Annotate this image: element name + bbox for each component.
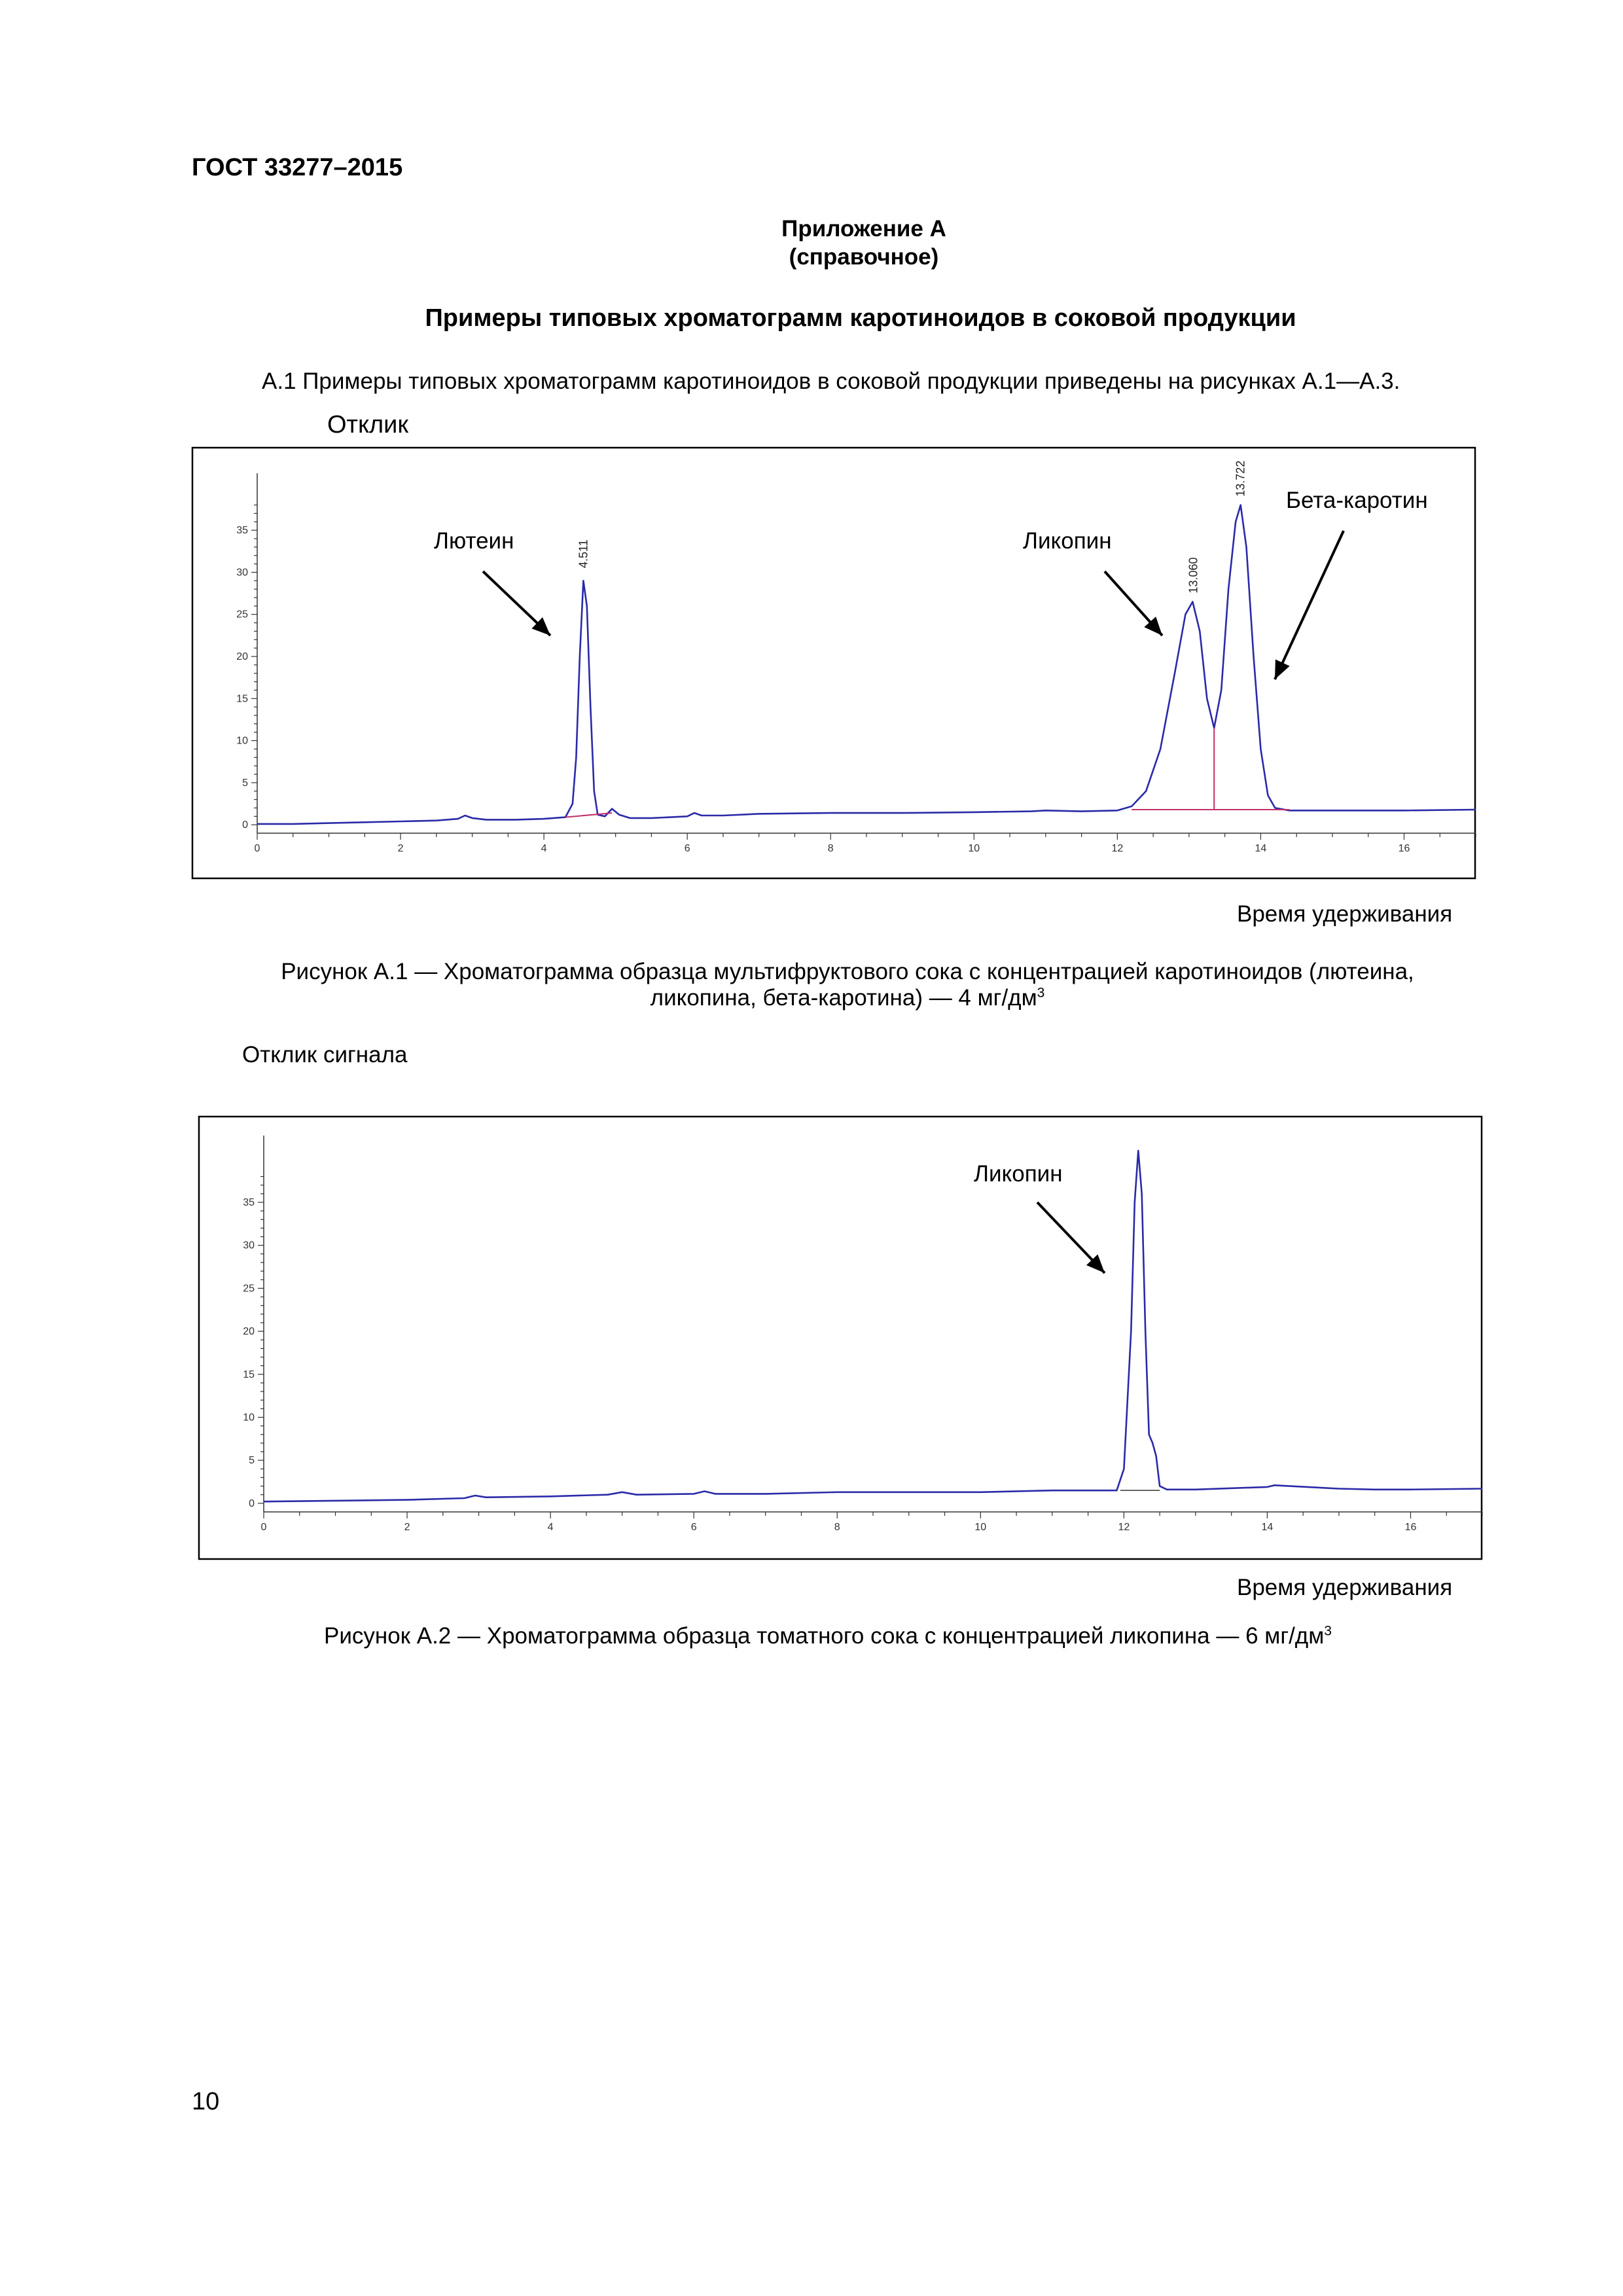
figure2-annotation-lycopene: Ликопин: [974, 1161, 1063, 1187]
figure1-y-tick-label: 30: [236, 567, 248, 579]
figure2-x-tick-label: 2: [404, 1522, 410, 1533]
figure2-series-line: [264, 1151, 1482, 1501]
figure1-x-tick-label: 2: [397, 843, 404, 854]
figure1-chart: [192, 447, 1476, 879]
figure2-y-tick-label: 5: [249, 1455, 255, 1467]
figure1-x-tick-label: 10: [968, 843, 980, 854]
figure2-x-tick-label: 4: [547, 1522, 554, 1533]
figure1-y-tick-label: 5: [242, 777, 248, 789]
figure1-x-label: Время удерживания: [1237, 901, 1453, 927]
appendix-title: Приложение А: [781, 216, 946, 242]
figure1-x-tick-label: 4: [541, 843, 547, 854]
figure2-y-tick-label: 10: [243, 1412, 255, 1424]
figure2-x-tick-label: 12: [1118, 1522, 1130, 1533]
figure1-annotation-beta-carotene: Бета-каротин: [1286, 488, 1428, 513]
figure2-x-tick-label: 10: [974, 1522, 987, 1533]
figure1-y-tick-label: 10: [236, 735, 248, 747]
figure2-y-tick-label: 35: [243, 1196, 255, 1208]
figure1-x-tick-label: 8: [827, 843, 834, 854]
figure2-y-tick-label: 30: [243, 1240, 255, 1251]
figure2-y-tick-label: 0: [249, 1498, 255, 1509]
figure1-y-tick-label: 25: [236, 609, 248, 620]
figure2-x-label: Время удерживания: [1237, 1575, 1453, 1600]
figure2-y-tick-label: 20: [243, 1326, 255, 1338]
figure2-x-tick-label: 6: [690, 1522, 697, 1533]
section-title: Примеры типовых хроматограмм каротиноидов в соковой продукции: [425, 304, 1296, 332]
figure1-annotation-lycopene: Ликопин: [1023, 528, 1112, 554]
figure1-caption-line1: Рисунок А.1 — Хроматограмма образца мультифруктового сока с концентрацией каротиноидов (лютеина,: [281, 959, 1414, 984]
page-number: 10: [192, 2088, 220, 2115]
figure1-caption-text: ликопина, бета-каротина) — 4 мг/дм: [650, 985, 1037, 1011]
figure1-x-tick-label: 0: [254, 843, 260, 854]
figure1-x-tick-label: 16: [1398, 843, 1410, 854]
figure2-y-tick-label: 25: [243, 1283, 255, 1295]
figure2-caption-text: Рисунок А.2 — Хроматограмма образца томатного сока с концентрацией ликопина — 6 мг/дм: [324, 1623, 1325, 1649]
figure2-y-label: Отклик сигнала: [242, 1042, 408, 1067]
figure1-peak-label: 13.060: [1186, 557, 1200, 594]
appendix-type: (справочное): [789, 244, 939, 270]
figure2-x-tick-label: 14: [1261, 1522, 1274, 1533]
figure1-y-tick-label: 35: [236, 525, 248, 537]
figure1-caption-superscript: 3: [1037, 985, 1045, 1001]
figure2-y-tick-label: 15: [243, 1369, 255, 1380]
figure2-x-tick-label: 16: [1404, 1522, 1417, 1533]
intro-paragraph: А.1 Примеры типовых хроматограмм каротиноидов в соковой продукции приведены на рисунках А.1—А.3.: [262, 368, 1400, 394]
figure2-x-tick-label: 8: [834, 1522, 840, 1533]
figure1-y-tick-label: 20: [236, 651, 248, 662]
figure1-y-label: Отклик: [327, 411, 409, 439]
figure1-y-tick-label: 0: [242, 819, 248, 831]
figure2-caption: [131, 1623, 1525, 1649]
figure1-y-tick-label: 15: [236, 693, 248, 705]
figure1-caption-line2: [236, 985, 1459, 1011]
figure1-peak-label: 4.511: [577, 539, 590, 568]
figure2-x-tick-label: 0: [260, 1522, 267, 1533]
figure1-arrow-beta-carotene-shaft: [1275, 531, 1344, 679]
figure1-annotation-lutein: Лютеин: [434, 528, 514, 554]
figure1-peak-label: 13.722: [1234, 460, 1247, 497]
figure1-x-tick-label: 14: [1255, 843, 1267, 854]
figure1-x-tick-label: 12: [1111, 843, 1124, 854]
standard-header: ГОСТ 33277–2015: [192, 154, 403, 181]
figure2-caption-superscript: 3: [1324, 1623, 1332, 1639]
figure1-x-tick-label: 6: [684, 843, 690, 854]
figure2-chart: [198, 1116, 1482, 1560]
